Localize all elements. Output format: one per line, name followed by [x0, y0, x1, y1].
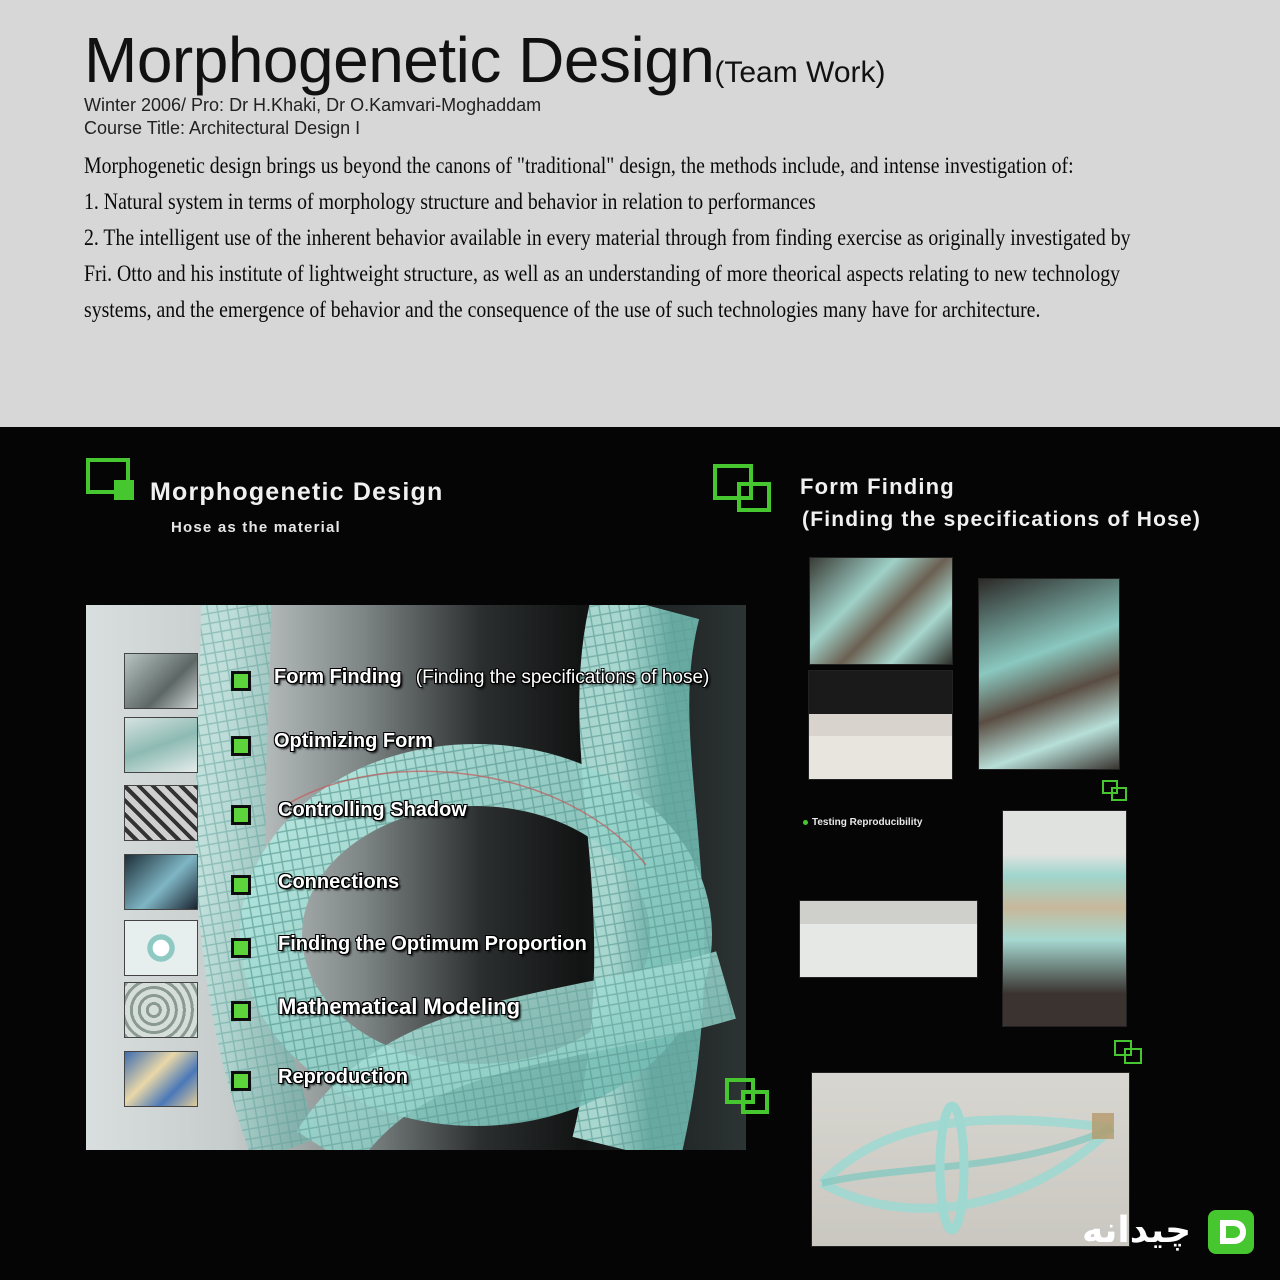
item-reproduction: Reproduction: [278, 1066, 408, 1088]
item-bullet: [232, 939, 250, 957]
photo-hose-table: [799, 900, 978, 978]
logo-text: چیدانه: [1082, 1210, 1192, 1251]
section-heading-form-finding: Form Finding: [800, 474, 955, 499]
item-bullet: [232, 806, 250, 824]
hose-slide: [86, 605, 746, 1150]
photo-hose-bundle: [809, 557, 953, 665]
photo-hands-loop: [978, 578, 1120, 770]
page-title: [84, 24, 886, 96]
overlapping-squares-icon: [725, 1078, 771, 1118]
thumbnail-controlling-shadow: [124, 785, 198, 841]
photo-students-group: [808, 670, 953, 780]
site-logo: [1082, 1206, 1258, 1258]
testing-reproducibility-label: Testing Reproducibility: [803, 817, 922, 828]
item-controlling-shadow: Controlling Shadow: [278, 799, 467, 821]
item-mathematical-modeling: Mathematical Modeling: [278, 994, 521, 1019]
item-bullet: [232, 876, 250, 894]
overlapping-squares-icon: [86, 458, 138, 504]
thumbnail-optimum-proportion: [124, 920, 198, 976]
item-bullet: [232, 672, 250, 690]
overlapping-squares-icon: [713, 464, 773, 514]
section-subheading-hose-specs: (Finding the specifications of Hose): [802, 508, 1202, 531]
description-line: 2. The intelligent use of the inherent behavior available in every material through from finding exercise as originally investigated by: [84, 225, 1131, 250]
thumbnail-form-finding: [124, 653, 198, 709]
description-line: Fri. Otto and his institute of lightweight structure, as well as an understanding of more theorical aspects relating to new technology: [84, 261, 1121, 286]
overlapping-squares-icon: [1114, 1040, 1144, 1064]
bullet-dot-icon: [803, 820, 808, 825]
description-line: 1. Natural system in terms of morphology structure and behavior in relation to performances: [84, 189, 816, 214]
item-form-finding: Form Finding (Finding the specifications of hose): [274, 666, 710, 688]
thumbnail-optimizing-form: [124, 717, 198, 773]
item-connections: Connections: [278, 871, 400, 893]
item-optimum-proportion: Finding the Optimum Proportion: [278, 933, 587, 955]
description-line: Morphogenetic design brings us beyond the canons of "traditional" design, the methods include, and intense investigation of:: [84, 153, 1074, 178]
thumbnail-connections: [124, 854, 198, 910]
item-bullet: [232, 737, 250, 755]
item-optimizing-form: Optimizing Form: [274, 730, 433, 752]
section-heading-morphogenetic: Morphogenetic Design: [150, 478, 444, 506]
course-title: Course Title: Architectural Design I: [84, 118, 361, 138]
description-line: systems, and the emergence of behavior and the consequence of the use of such technologies many have for architecture.: [84, 297, 1041, 322]
item-bullet: [232, 1002, 250, 1020]
section-subheading-hose: Hose as the material: [171, 519, 341, 536]
item-bullet: [232, 1072, 250, 1090]
semester-professors: Winter 2006/ Pro: Dr H.Khaki, Dr O.Kamvari-Moghaddam: [84, 95, 542, 115]
title-suffix: (Team Work): [714, 56, 886, 89]
title-main: Morphogenetic Design: [84, 24, 715, 96]
photo-hose-tower: [1002, 810, 1127, 1027]
header: [0, 0, 1280, 427]
thumbnail-mathematical-modeling: [124, 982, 198, 1038]
overlapping-squares-icon: [1102, 780, 1128, 802]
logo-mark-icon: [1206, 1208, 1258, 1256]
description: [84, 148, 1202, 328]
item-form-finding-detail: (Finding the specifications of hose): [415, 667, 710, 688]
thumbnail-reproduction: [124, 1051, 198, 1107]
